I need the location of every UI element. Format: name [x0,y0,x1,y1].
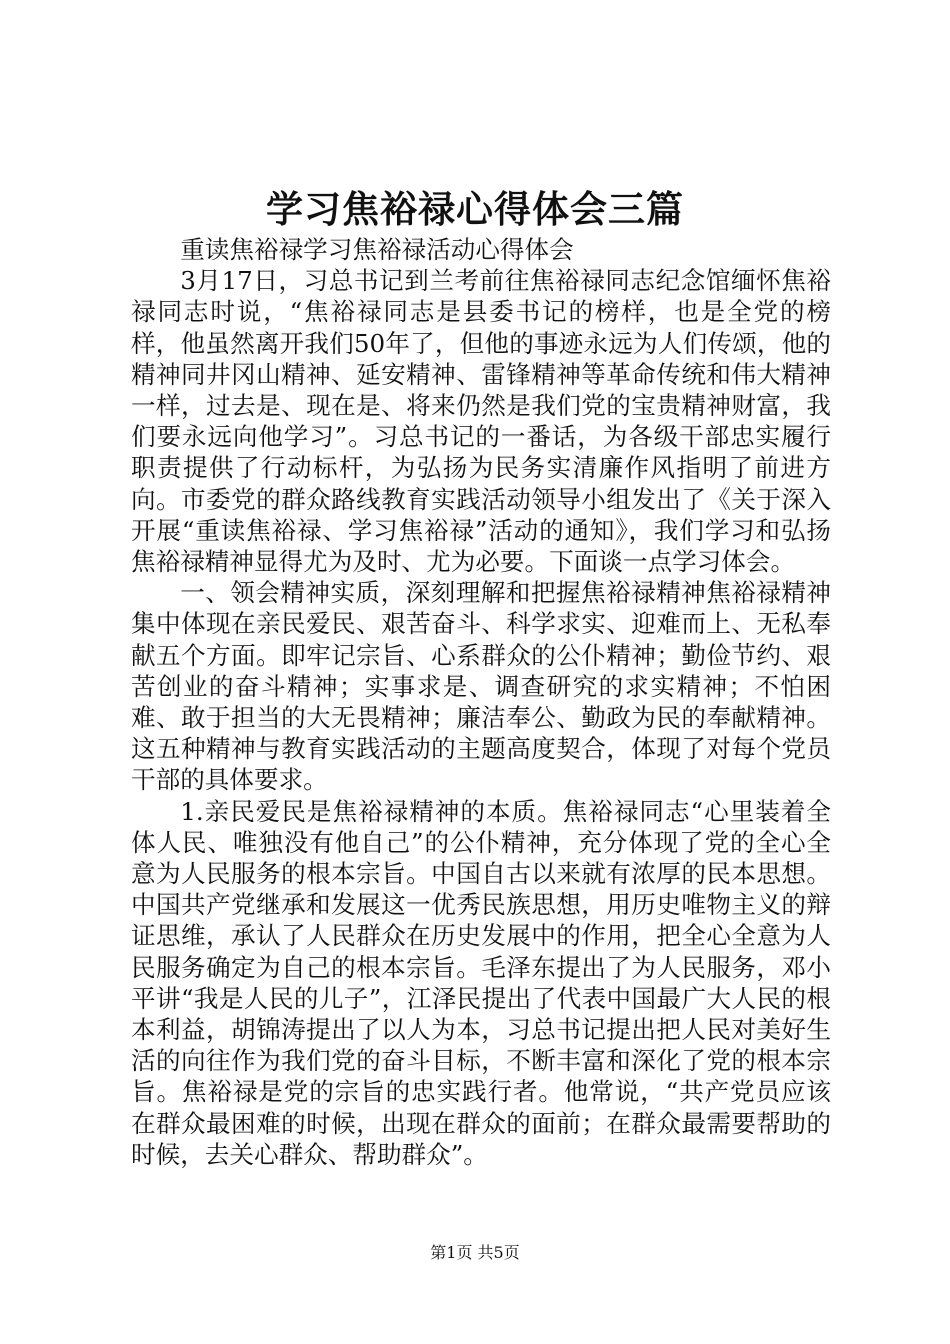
body-paragraph-3: 1.亲民爱民是焦裕禄精神的本质。焦裕禄同志“心里装着全体人民、唯独没有他自己”的公仆精神，充分体现了党的全心全意为人民服务的根本宗旨。中国自古以来就有浓厚的民本思想。中国共产党继承和发展这一优秀民族思想，用历史唯物主义的辩证思维，承认了人民群众在历史发展中的作用，把全心全意为人民服务确定为自己的根本宗旨。毛泽东提出了为人民服务，邓小平讲“我是人民的儿子”，江泽民提出了代表中国最广大人民的根本利益，胡锦涛提出了以人为本，习总书记提出把人民对美好生活的向往作为我们党的奋斗目标，不断丰富和深化了党的根本宗旨。焦裕禄是党的宗旨的忠实践行者。他常说，“共产党员应该在群众最困难的时候，出现在群众的面前；在群众最需要帮助的时候，去关心群众、帮助群众”。 [131,796,831,1169]
body-paragraph-1: 3月17日，习总书记到兰考前往焦裕禄同志纪念馆缅怀焦裕禄同志时说，“焦裕禄同志是县委书记的榜样，也是全党的榜样，他虽然离开我们50年了，但他的事迹永远为人们传颂，他的精神同井冈山精神、延安精神、雷锋精神等革命传统和伟大精神一样，过去是、现在是、将来仍然是我们党的宝贵精神财富，我们要永远向他学习”。习总书记的一番话，为各级干部忠实履行职责提供了行动标杆，为弘扬为民务实清廉作风指明了前进方向。市委党的群众路线教育实践活动领导小组发出了《关于深入开展“重读焦裕禄、学习焦裕禄”活动的通知》，我们学习和弘扬焦裕禄精神显得尤为及时、尤为必要。下面谈一点学习体会。 [131,266,831,577]
document-title: 学习焦裕禄心得体会三篇 [266,187,684,231]
page-footer: 第1页 共5页 [430,1243,520,1262]
body-paragraph-2: 一、领会精神实质，深刻理解和把握焦裕禄精神焦裕禄精神集中体现在亲民爱民、艰苦奋斗、科学求实、迎难而上、无私奉献五个方面。即牢记宗旨、心系群众的公仆精神；勤俭节约、艰苦创业的奋斗精神；实事求是、调查研究的求实精神；不怕困难、敢于担当的大无畏精神；廉洁奉公、勤政为民的奉献精神。这五种精神与教育实践活动的主题高度契合，体现了对每个党员干部的具体要求。 [131,578,831,795]
subtitle-paragraph: 重读焦裕禄学习焦裕禄活动心得体会 [180,235,574,264]
document-body [131,234,831,1170]
